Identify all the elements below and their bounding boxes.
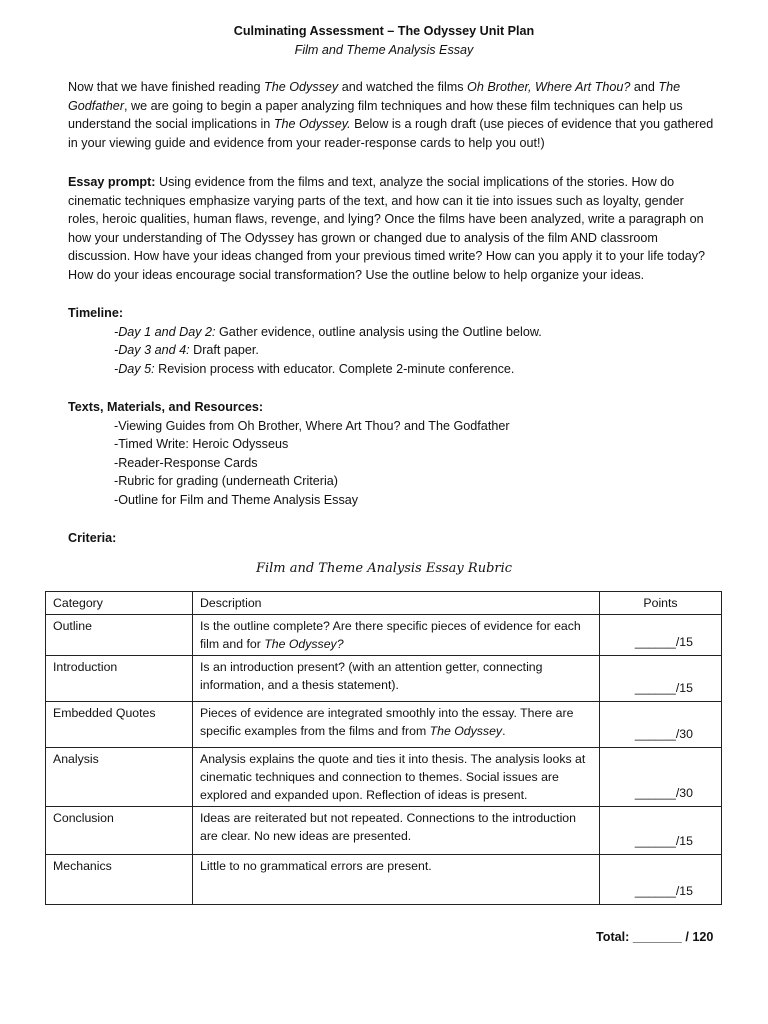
rubric-header-description: Description [193,592,600,615]
rubric-category: Embedded Quotes [46,702,193,748]
rubric-row [46,807,722,855]
resource-item: -Viewing Guides from Oh Brother, Where Art Thou? and The Godfather [114,418,510,433]
timeline-item [68,341,718,360]
rubric-points: ______/30 [600,702,722,748]
resource-item: -Timed Write: Heroic Odysseus [114,437,289,452]
intro-text: and watched the films [338,80,468,94]
intro-paragraph [68,78,718,152]
intro-title-odyssey: The Odyssey. [273,117,351,132]
resource-item: -Outline for Film and Theme Analysis Essay [114,492,359,507]
rubric-points: ______/15 [600,855,722,905]
rubric-title: Film and Theme Analysis Essay Rubric [255,561,513,576]
rubric-description [193,702,600,748]
timeline-item [68,360,718,379]
rubric-category: Outline [46,615,193,656]
rubric-row [46,656,722,702]
rubric-table [45,591,722,905]
rubric-description [193,656,600,702]
rubric-desc-text: Analysis explains the quote and ties it into thesis. The analysis looks at cinematic techniques and connection to themes. Social issues are explored and expanded upon. Reflection of ideas is present. [200,752,586,802]
timeline-day: -Day 1 and Day 2: [114,324,216,339]
rubric-header-category: Category [46,592,193,615]
rubric-desc-text: Little to no grammatical errors are present. [200,859,432,873]
timeline-section [68,304,718,378]
essay-prompt [68,173,718,285]
rubric-points: ______/15 [600,656,722,702]
timeline-item [68,323,718,342]
intro-title-film2: The Godfather [68,80,681,113]
rubric-description [193,615,600,656]
rubric-description [193,748,600,807]
rubric-points: ______/15 [600,615,722,656]
intro-title-film1: Oh Brother, Where Art Thou? [467,80,631,94]
rubric-header-points: Points [600,592,722,615]
rubric-category: Introduction [46,656,193,702]
timeline-task: Gather evidence, outline analysis using the Outline below. [215,324,542,339]
essay-prompt-label: Essay prompt: [68,175,156,189]
rubric-desc-text: . [502,724,506,738]
resource-item: -Reader-Response Cards [114,455,258,470]
rubric-desc-title: The Odyssey? [264,637,344,651]
criteria-label: Criteria: [68,531,117,545]
rubric-category: Conclusion [46,807,193,855]
rubric-category: Analysis [46,748,193,807]
rubric-points: ______/30 [600,748,722,807]
document-subtitle: Film and Theme Analysis Essay [294,43,474,57]
total-score: Total: _______ / 120 [596,930,714,944]
essay-prompt-text: Using evidence from the films and text, analyze the social implications of the stories. How do cinematic techniques emphasize varying parts of the text, and how can it tie into issues such as loyalty, gender roles, heroic qualities, human flaws, revenge, and lying? Once the films have been analyzed, write a paragraph on how your understanding of The Odyssey has grown or changed due to analysis of the film AND classroom discussion. How have your ideas changed from your previous timed write? How can you apply it to your life today? How do your ideas encourage social transformation? Use the outline below to help organize your ideas. [68,175,706,282]
timeline-task: Revision process with educator. Complete 2-minute conference. [154,361,515,376]
resources-section [68,398,718,510]
timeline-task: Draft paper. [189,343,259,358]
rubric-desc-text: Ideas are reiterated but not repeated. Connections to the introduction are clear. No new ideas are presented. [200,811,576,843]
rubric-header-row [46,592,722,615]
timeline-day: -Day 3 and 4: [114,343,190,358]
rubric-row [46,855,722,905]
rubric-row [46,615,722,656]
rubric-desc-text: Pieces of evidence are integrated smoothly into the essay. There are specific examples from the films and from [200,706,574,738]
resource-item: -Rubric for grading (underneath Criteria) [114,474,338,489]
rubric-desc-text: Is the outline complete? Are there specific pieces of evidence for each film and for [200,619,581,651]
rubric-description [193,807,600,855]
intro-text: , we are going to begin a paper analyzing film techniques and how these film techniques can help us understand the social implications in [68,98,683,132]
document-title: Culminating Assessment – The Odyssey Unit Plan [233,24,535,38]
rubric-points: ______/15 [600,807,722,855]
rubric-desc-title: The Odyssey [429,724,503,738]
resources-label: Texts, Materials, and Resources: [68,400,264,414]
rubric-desc-text: Is an introduction present? (with an attention getter, connecting information, and a thesis statement). [200,660,543,692]
rubric-row [46,748,722,807]
rubric-category: Mechanics [46,855,193,905]
timeline-label: Timeline: [68,306,124,320]
intro-text: and [630,80,659,94]
rubric-description [193,855,600,905]
intro-title-odyssey: The Odyssey [264,80,339,94]
timeline-day: -Day 5: [114,361,155,376]
intro-text: Below is a rough draft (use pieces of evidence that you gathered in your viewing guide and evidence from your reader-response cards to help you out!) [68,117,714,150]
intro-text: Now that we have finished reading [68,80,265,94]
rubric-row [46,702,722,748]
